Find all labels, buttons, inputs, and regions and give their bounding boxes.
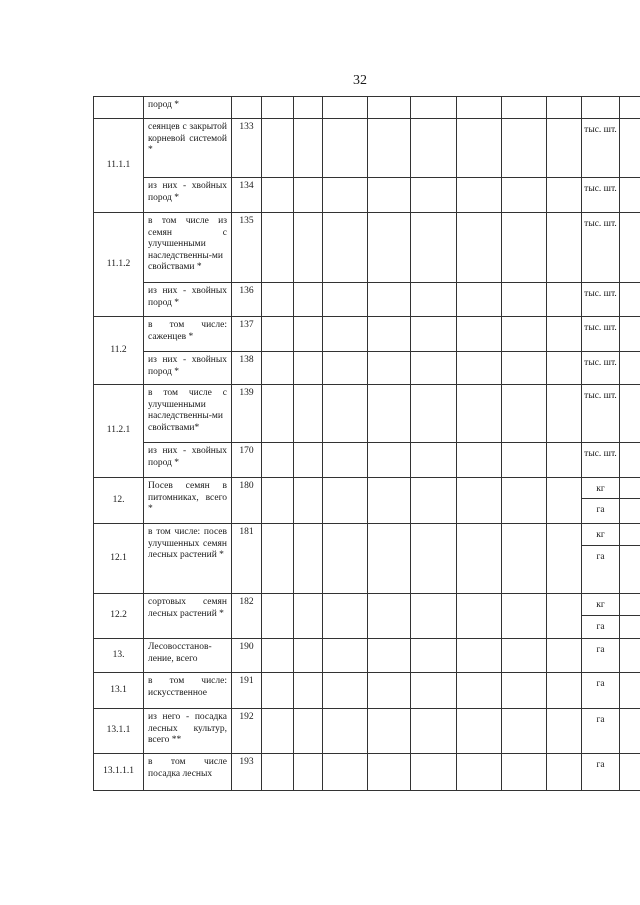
table-row [94,352,640,385]
unit-cell: га [582,499,620,524]
row-number [232,97,262,119]
table-row [94,594,640,616]
table-row [94,443,640,478]
row-code: 11.1.2 [94,213,144,317]
row-description: из них - хвойных пород * [144,443,232,478]
row-description: в том числе: искусственное [144,673,232,709]
unit-cell: тыс. шт. [582,283,620,317]
row-code: 12. [94,478,144,524]
unit-cell: тыс. шт. [582,119,620,178]
table-row [94,385,640,443]
row-description: сеянцев с закрытой корневой системой * [144,119,232,178]
row-number: 138 [232,352,262,385]
row-number: 182 [232,594,262,639]
table-row [94,119,640,178]
table-row [94,754,640,791]
unit-cell: га [582,754,620,791]
table-row [94,478,640,499]
row-code: 11.2.1 [94,385,144,478]
table-row [94,639,640,673]
unit-cell: тыс. шт. [582,178,620,213]
row-description: пород * [144,97,232,119]
unit-cell: тыс. шт. [582,317,620,352]
row-number: 136 [232,283,262,317]
row-description: в том числе: посев улучшенных семян лесных растений * [144,524,232,594]
row-number: 133 [232,119,262,178]
table-row [94,524,640,546]
row-description: из них - хвойных пород * [144,352,232,385]
row-number: 180 [232,478,262,524]
row-description: Посев семян в питомниках, всего * [144,478,232,524]
row-code: 13.1.1 [94,709,144,754]
table-row [94,178,640,213]
unit-cell: тыс. шт. [582,213,620,283]
row-description: из него - посадка лесных культур, всего ** [144,709,232,754]
row-code: 13.1.1.1 [94,754,144,791]
unit-cell: тыс. шт. [582,385,620,443]
row-number: 134 [232,178,262,213]
row-description: из них - хвойных пород * [144,283,232,317]
row-code: 11.1.1 [94,119,144,213]
row-description: в том числе с улучшенными наследственны-ми свойствами* [144,385,232,443]
row-number: 139 [232,385,262,443]
statistics-table [93,96,640,791]
table-row [94,673,640,709]
row-code: 13.1 [94,673,144,709]
row-number: 192 [232,709,262,754]
row-number: 137 [232,317,262,352]
table-row [94,317,640,352]
unit-cell: га [582,673,620,709]
row-description: из них - хвойных пород * [144,178,232,213]
table-row [94,213,640,283]
unit-cell: тыс. шт. [582,443,620,478]
unit-cell [582,97,620,119]
row-code: 13. [94,639,144,673]
unit-cell: кг [582,594,620,616]
row-number: 170 [232,443,262,478]
row-number: 181 [232,524,262,594]
table-row [94,709,640,754]
row-code [94,97,144,119]
unit-cell: га [582,639,620,673]
row-code: 11.2 [94,317,144,385]
row-code: 12.1 [94,524,144,594]
unit-cell: га [582,616,620,639]
table-row [94,283,640,317]
row-description: в том числе: саженцев * [144,317,232,352]
row-number: 191 [232,673,262,709]
row-code: 12.2 [94,594,144,639]
unit-cell: кг [582,478,620,499]
unit-cell: кг [582,524,620,546]
row-number: 190 [232,639,262,673]
page-number: 32 [353,73,367,88]
row-description: Лесовосстанов-ление, всего [144,639,232,673]
row-description: в том числе посадка лесных [144,754,232,791]
row-number: 193 [232,754,262,791]
unit-cell: тыс. шт. [582,352,620,385]
row-description: сортовых семян лесных растений * [144,594,232,639]
table-row [94,97,640,119]
row-description: в том числе из семян с улучшенными наследственны-ми свойствами * [144,213,232,283]
row-number: 135 [232,213,262,283]
unit-cell: га [582,546,620,594]
unit-cell: га [582,709,620,754]
